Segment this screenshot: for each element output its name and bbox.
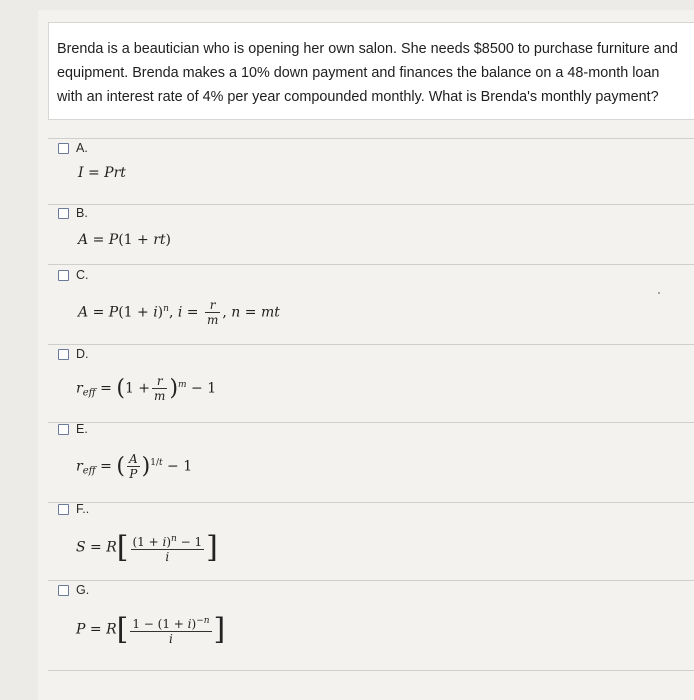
divider [48, 264, 694, 265]
checkbox-f[interactable] [58, 504, 69, 515]
divider [48, 344, 694, 345]
checkbox-b[interactable] [58, 208, 69, 219]
divider [48, 670, 694, 671]
choice-d-label: D. [76, 347, 89, 361]
formula-a: I = Prt [78, 165, 126, 181]
choice-b[interactable] [58, 204, 88, 222]
checkbox-g[interactable] [58, 585, 69, 596]
choice-f[interactable] [58, 500, 89, 518]
checkbox-a[interactable] [58, 143, 69, 154]
speck [658, 292, 660, 294]
choice-g-label: G. [76, 583, 90, 597]
divider [48, 580, 694, 581]
divider [48, 138, 694, 139]
formula-g: P = R[ $\frac{1 - (1 + i)^{-n}}{i}$ ] [76, 612, 226, 647]
choice-e-label: E. [76, 422, 88, 436]
formula-d: $r_{eff} = (1$ + $\frac{r}{m}$ )$^m$ − 1 [76, 374, 217, 403]
question-text: Brenda is a beautician who is opening her own salon. She needs $8500 to purchase furniture and equipment. Brenda makes a 10% down payment and finances the balance on a 48-month loan with an interest rate of 4% per year compounded monthly. What is Brenda's monthly payment? [57, 41, 678, 105]
choice-c[interactable] [58, 266, 89, 284]
choice-d[interactable] [58, 345, 89, 363]
checkbox-c[interactable] [58, 270, 69, 281]
formula-c: $A = P(1 + i)^n$, i = $\frac{r}{m}$ , n = mt [78, 298, 280, 327]
choice-a-label: A. [76, 141, 88, 155]
choice-c-label: C. [76, 268, 89, 282]
divider [48, 422, 694, 423]
formula-f: S = R[ $\frac{(1 + i)^n - 1}{i}$ ] [76, 530, 218, 565]
divider [48, 502, 694, 503]
divider [48, 204, 694, 205]
checkbox-e[interactable] [58, 424, 69, 435]
checkbox-d[interactable] [58, 349, 69, 360]
choice-b-label: B. [76, 206, 88, 220]
formula-e: $r_{eff}$ = ( $\frac{A}{P}$ )$^{1/t}$ − 1 [76, 452, 193, 481]
choice-e[interactable] [58, 420, 88, 438]
question-box [48, 22, 694, 120]
choice-f-label: F.. [76, 502, 90, 516]
choice-g[interactable] [58, 581, 89, 599]
choice-a[interactable] [58, 139, 88, 157]
formula-b: A = P(1 + rt) [78, 232, 171, 248]
